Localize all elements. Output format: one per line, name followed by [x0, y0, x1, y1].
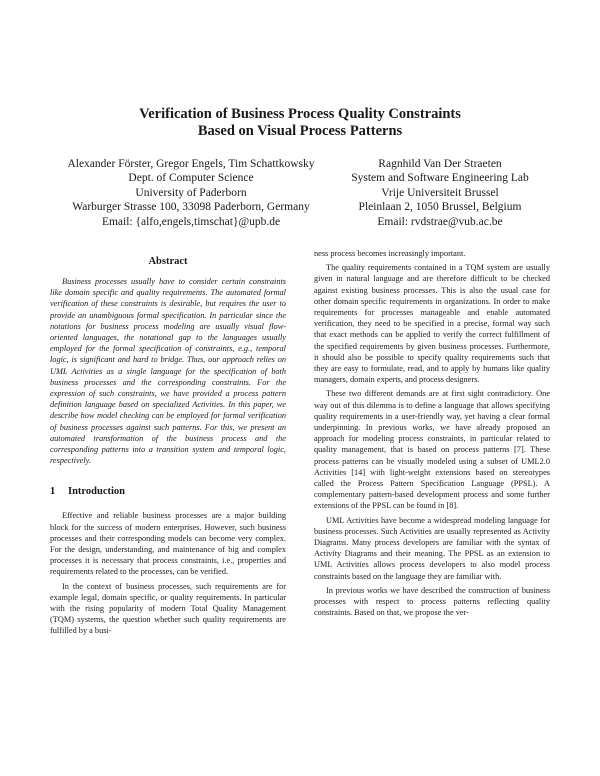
- author-university: Vrije Universiteit Brussel: [381, 186, 499, 199]
- paper-title: [0, 106, 600, 140]
- abstract-heading: Abstract: [148, 256, 188, 267]
- section-heading-introduction: [50, 486, 286, 498]
- paragraph-dilemma: These two different demands are at first sight contradictory. One way out of this dilemma is to define a language that allows specifying quality requirements in a user-friendly way, yet having a clear formal underpinning. In previous works, we have already proposed an approach for modeling process constraints, in particular related to quality management, that is based on process patterns [7]. These process patterns can be visually modeled using a subset of UML2.0 Activities [14] with light-weight extensions based on stereotypes called the Process Pattern Specification Language (PPSL). A complementary pattern-based development process and some further extensions of the PPSL can be found in [8].: [314, 389, 550, 511]
- author-lab: System and Software Engineering Lab: [351, 172, 529, 185]
- abstract-text: Business processes usually have to consider certain constraints like domain specific and quality requirements. The automated formal verification of these constraints is desirable, but requires the user to provide an unambiguous formal specification. In particular since the notations for business process modeling are usually visual flow-oriented languages, the notational gap to the languages usually employed for the formal specification of constraints, e.g., temporal logic, is significant and hard to bridge. Thus, our approach relies on UML Activities as a single language for the specification of both business processes and the corresponding constraints. For the expression of such constraints, we have provided a process pattern definition language based on specialized Activities. In this paper, we describe how model checking can be employed for formal verification of business processes against such patterns. For this, we present an automated transformation of the business process and the corresponding patterns into a transition system and temporal logic, respectively.: [50, 277, 286, 466]
- intro-paragraph-2: In the context of business processes, such requirements are for example legal, domain specific, or quality requirements. In particular with the rising popularity of modern Total Quality Management (TQM) systems, the question whether such quality requirements are fulfilled by a busi-: [50, 581, 286, 636]
- author-name: Ragnhild Van Der Straeten: [378, 158, 502, 170]
- left-column: [50, 256, 286, 640]
- paragraph-continuation: ness process becomes increasingly important.: [314, 249, 466, 258]
- paragraph-quality-requirements: The quality requirements contained in a TQM system are usually given in natural language and are therefore difficult to be checked against existing business processes. This is also the usual case for other domain specific requirements in organizations. In order to make requirements for processes manageable and enable automated verification, they need to be specified in a precise, formal way such that exact methods can be applied to verify the correct fulfillment of the specified requirements by given business processes. Furthermore, it should also be possible to specify quality requirements such that they are easy to formulate, read, and to apply by humans like quality managers, domain experts, and process designers.: [314, 263, 550, 385]
- title-line-1: Verification of Business Process Quality Constraints: [139, 106, 461, 122]
- author-address: Pleinlaan 2, 1050 Brussel, Belgium: [358, 201, 522, 214]
- author-email: Email: {alfo,engels,timschat}@upb.de: [101, 215, 281, 228]
- author-address: Warburger Strasse 100, 33098 Paderborn, Germany: [72, 201, 310, 214]
- author-block-left: [60, 157, 322, 229]
- paragraph-previous-works: In previous works we have described the construction of business processes with respect to process patterns reflecting quality constraints. Based on that, we propose the ver-: [314, 585, 550, 618]
- right-column: [314, 248, 550, 622]
- title-line-2: Based on Visual Process Patterns: [197, 123, 403, 139]
- paragraph-uml-activities: UML Activities have become a widespread modeling language for business processes. Such Activities are usually represented as Activity Diagrams. Many process developers are familiar with the syntax of Activity Diagrams and their meaning. The PPSL as an extension to UML Activities allows process developers to also model process constraints based on the language they are familiar with.: [314, 515, 550, 581]
- author-dept: Dept. of Computer Science: [128, 172, 254, 185]
- intro-paragraph-1: Effective and reliable business processes are a major building block for the success of modern enterprises. However, such business processes and their corresponding models can become very complex. For the design, understanding, and maintenance of big and complex processes it is necessary that process constraints, i.e., properties and requirements related to the processes, can be verified.: [50, 511, 286, 577]
- author-email: Email: rvdstrae@vub.ac.be: [377, 215, 503, 228]
- section-number: 1: [50, 486, 56, 498]
- author-names: Alexander Förster, Gregor Engels, Tim Schattkowsky: [67, 158, 315, 170]
- section-title: Introduction: [68, 486, 125, 498]
- author-university: University of Paderborn: [135, 186, 247, 199]
- author-block-right: [330, 157, 550, 229]
